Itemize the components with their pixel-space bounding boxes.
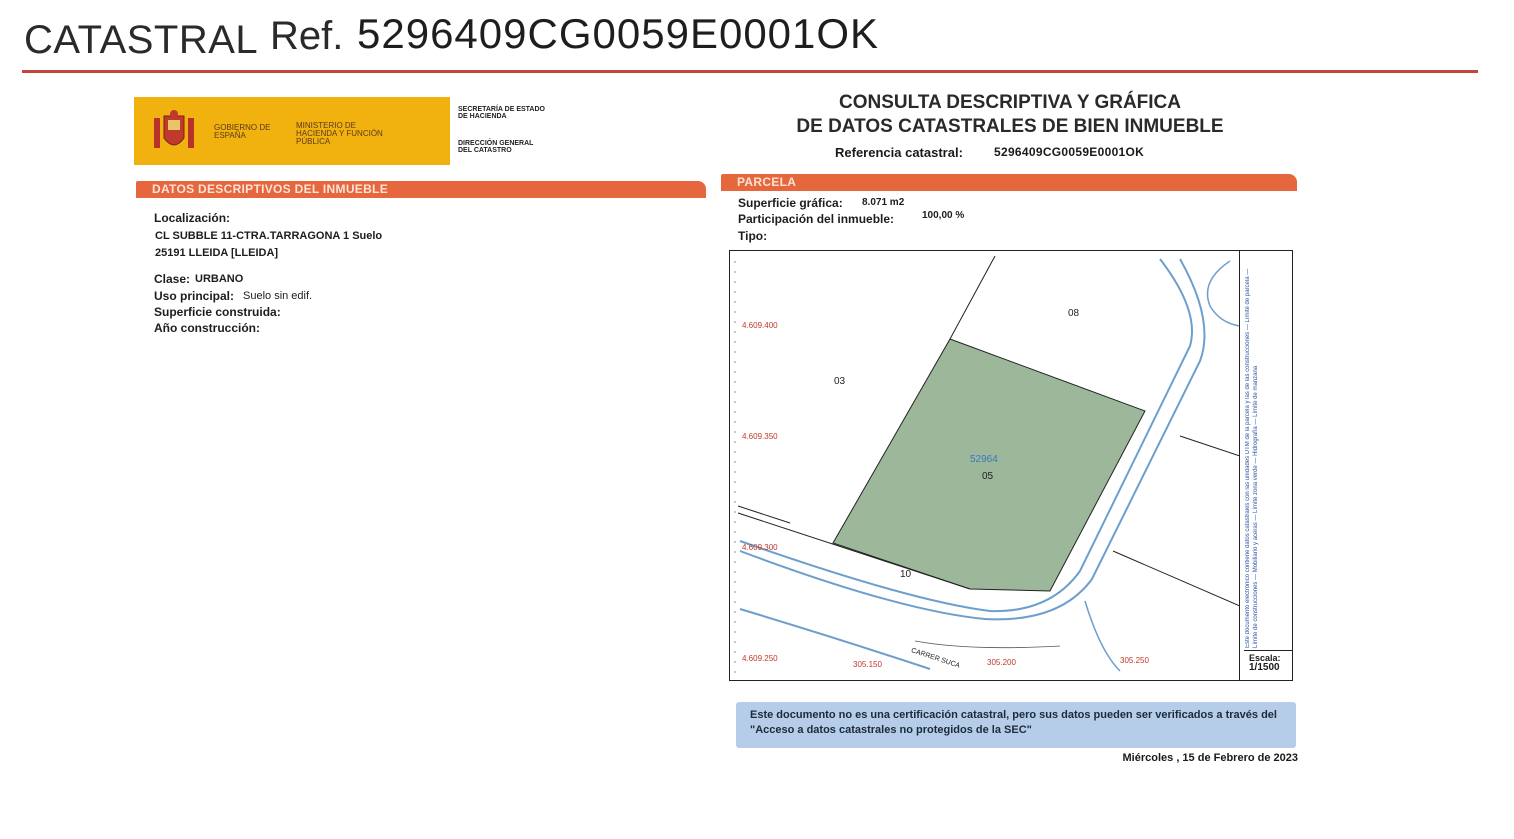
coord-label: 305.200 [987, 658, 1016, 667]
secretaria-text: SECRETARÍA DE ESTADO DE HACIENDA [458, 106, 545, 120]
parcel-number: 03 [834, 376, 846, 387]
participacion-label: Participación del inmueble: [738, 212, 895, 226]
notice-text: Este documento no es una certificación catastral, pero sus datos pueden ser verificados a través del "Acceso a datos catastrales no protegidos de la SEC" [750, 709, 1277, 736]
cadastral-map [729, 250, 1293, 681]
parcel-polygon [833, 339, 1145, 591]
scale-value: 1/1500 [1249, 662, 1280, 673]
street-label: CARRER SUCA [910, 647, 961, 670]
localizacion-line1: CL SUBBLE 11-CTRA.TARRAGONA 1 Suelo [155, 230, 383, 242]
scale-label: Escala: [1249, 653, 1281, 663]
document-title-line1: CONSULTA DESCRIPTIVA Y GRÁFICA [838, 92, 1182, 113]
superficie-grafica-label: Superficie gráfica: [738, 196, 843, 210]
tipo-label: Tipo: [738, 229, 768, 243]
map-drawing [730, 251, 1240, 680]
header-ref-label: Ref. [270, 14, 344, 58]
coord-label: 4.609.400 [742, 321, 778, 330]
localizacion-label: Localización: [154, 211, 231, 225]
ano-construccion-label: Año construcción: [154, 321, 261, 335]
boundary-line [1113, 551, 1240, 606]
parcel-number: 08 [1068, 308, 1080, 319]
coord-label: 4.609.350 [742, 432, 778, 441]
uso-value: Suelo sin edif. [243, 290, 313, 302]
road-line [1208, 261, 1241, 326]
parcel-number: 10 [900, 569, 912, 580]
boundary-line [1180, 436, 1240, 456]
coat-of-arms-icon [150, 108, 198, 156]
section-bar-datos: DATOS DESCRIPTIVOS DEL INMUEBLE [136, 181, 706, 198]
participacion-value: 100,00 % [922, 210, 965, 221]
boundary-line [950, 256, 995, 339]
logo-ministerio-text: MINISTERIO DE HACIENDA Y FUNCIÓN PÚBLICA [296, 121, 383, 146]
coord-label: 4.609.250 [742, 654, 778, 663]
refcat-label: Referencia catastral: [835, 145, 963, 160]
uso-label: Uso principal: [154, 289, 235, 303]
parcel-number: 05 [982, 471, 994, 482]
refcat-value: 5296409CG0059E0001OK [994, 145, 1145, 159]
direccion-general-text: DIRECCIÓN GENERAL DEL CATASTRO [458, 140, 534, 154]
section-bar-parcela: PARCELA [721, 174, 1297, 191]
superficie-grafica-value: 8.071 m2 [862, 197, 905, 208]
map-legend-text: Este documento electrónico contiene datos catastrales con las unidades UTM de la parcela y las de las construcciones — Límite de parcela — Límite de construcciones — Mobiliario y aceras — Límite zona verde — Hidrografía — Límite de manzana [1245, 268, 1259, 648]
clase-label: Clase: [154, 272, 191, 286]
coord-label: 305.150 [853, 660, 882, 669]
road-line [915, 641, 1060, 648]
superficie-construida-label: Superficie construida: [154, 305, 281, 319]
parcel-id-label: 52964 [970, 454, 998, 465]
boundary-line [738, 506, 790, 523]
logo-gobierno-text: GOBIERNO DE ESPAÑA [214, 123, 271, 140]
document-title-line2: DE DATOS CATASTRALES DE BIEN INMUEBLE [796, 116, 1224, 137]
road-line [1085, 601, 1120, 671]
header-ref-value: 5296409CG0059E0001OK [357, 10, 880, 57]
coord-label: 4.609.300 [742, 543, 778, 552]
header-divider [22, 70, 1478, 73]
clase-value: URBANO [195, 273, 244, 285]
localizacion-line2: 25191 LLEIDA [LLEIDA] [155, 247, 279, 259]
header-catastral: CATASTRAL [24, 18, 259, 62]
document-date: Miércoles , 15 de Febrero de 2023 [1122, 752, 1298, 764]
coord-label: 305.250 [1120, 656, 1149, 665]
